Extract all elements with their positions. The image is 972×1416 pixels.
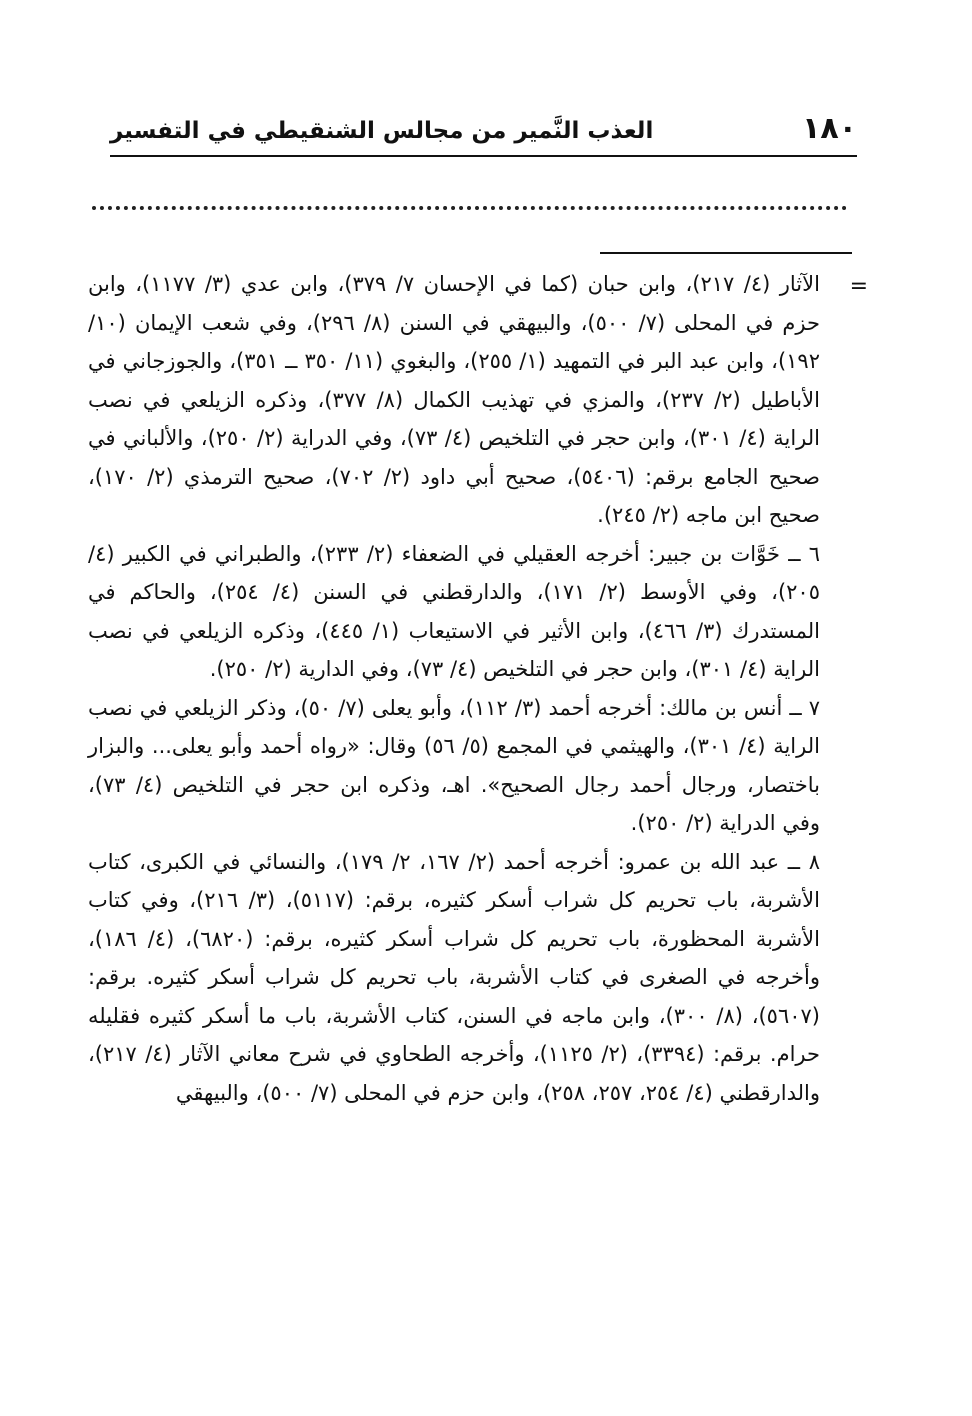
dotted-separator bbox=[92, 192, 847, 210]
continuation-mark: = bbox=[849, 274, 868, 299]
footnote-8: ٨ ــ عبد الله بن عمرو: أخرجه أحمد (٢/ ١٦٧، ٢/ ١٧٩)، والنسائي في الكبرى، كتاب الأشربة، باب تحريم كل شراب أسكر كثيره، برقم: (٥١١٧)، (٣/ ٢١٦)، وفي كتاب الأشربة المحظورة، باب تحريم كل شراب أسكر كثيره، برقم: (٦٨٢٠)، (٤/ ١٨٦)، وأخرجه في الصغرى في كتاب الأشربة، باب تحريم كل شراب أسكر كثيره. برقم: (٥٦٠٧)، (٨/ ٣٠٠)، وابن ماجه في السنن، كتاب الأشربة، باب ما أسكر كثيره فقليله حرام. برقم: (٣٣٩٤)، (٢/ ١١٢٥)، وأخرجه الطحاوي في شرح معاني الآثار (٤/ ٢١٧)، والدارقطني (٤/ ٢٥٤، ٢٥٧، ٢٥٨)، وابن حزم في المحلى (٧/ ٥٠٠)، والبيهقي bbox=[88, 849, 820, 1105]
page-number: ١٨٠ bbox=[802, 111, 857, 146]
footnote-rule bbox=[600, 252, 852, 254]
running-title: العذب النَّمير من مجالس الشنقيطي في التفسير bbox=[110, 118, 654, 144]
page-header bbox=[110, 105, 857, 157]
footnotes-block bbox=[88, 265, 820, 1112]
footnote-6: ٦ ــ خَوَّات بن جبير: أخرجه العقيلي في الضعفاء (٢/ ٢٣٣)، والطبراني في الكبير (٤/ ٢٠٥)، وفي الأوسط (٢/ ١٧١)، والدارقطني في السنن (٤/ ٢٥٤)، والحاكم في المستدرك (٣/ ٤٦٦)، وابن الأثير في الاستيعاب (١/ ٤٤٥)، وذكره الزيلعي في نصب الراية (٤/ ٣٠١)، وابن حجر في التلخيص (٤/ ٧٣)، وفي الدارية (٢/ ٢٥٠). bbox=[88, 541, 820, 681]
footnote-continuation: الآثار (٤/ ٢١٧)، وابن حبان (كما في الإحسان ٧/ ٣٧٩)، وابن عدي (٣/ ١١٧٧)، وابن حزم في المحلى (٧/ ٥٠٠)، والبيهقي في السنن (٨/ ٢٩٦)، وفي شعب الإيمان (١٠/ ١٩٢)، وابن عبد البر في التمهيد (١/ ٢٥٥)، والبغوي (١١/ ٣٥٠ ــ ٣٥١)، والجوزجاني في الأباطيل (٢/ ٢٣٧)، والمزي في تهذيب الكمال (٨/ ٣٧٧)، وذكره الزيلعي في نصب الراية (٤/ ٣٠١)، وابن حجر في التلخيص (٤/ ٧٣)، وفي الدراية (٢/ ٢٥٠)، والألباني في صحيح الجامع برقم: (٥٤٠٦)، صحيح أبي داود (٢/ ٧٠٢)، صحيح الترمذي (٢/ ١٧٠)، صحيح ابن ماجه (٢/ ٢٤٥). bbox=[88, 272, 820, 527]
footnote-7: ٧ ــ أنس بن مالك: أخرجه أحمد (٣/ ١١٢)، وأبو يعلى (٧/ ٥٠)، وذكر الزيلعي في نصب الراية (٤/ ٣٠١)، والهيثمي في المجمع (٥/ ٥٦) وقال: «رواه أحمد وأبو يعلى... والبزار باختصار، ورجال أحمد رجال الصحيح». اهـ، وذكره ابن حجر في التلخيص (٤/ ٧٣)، وفي الدراية (٢/ ٢٥٠). bbox=[88, 695, 820, 835]
